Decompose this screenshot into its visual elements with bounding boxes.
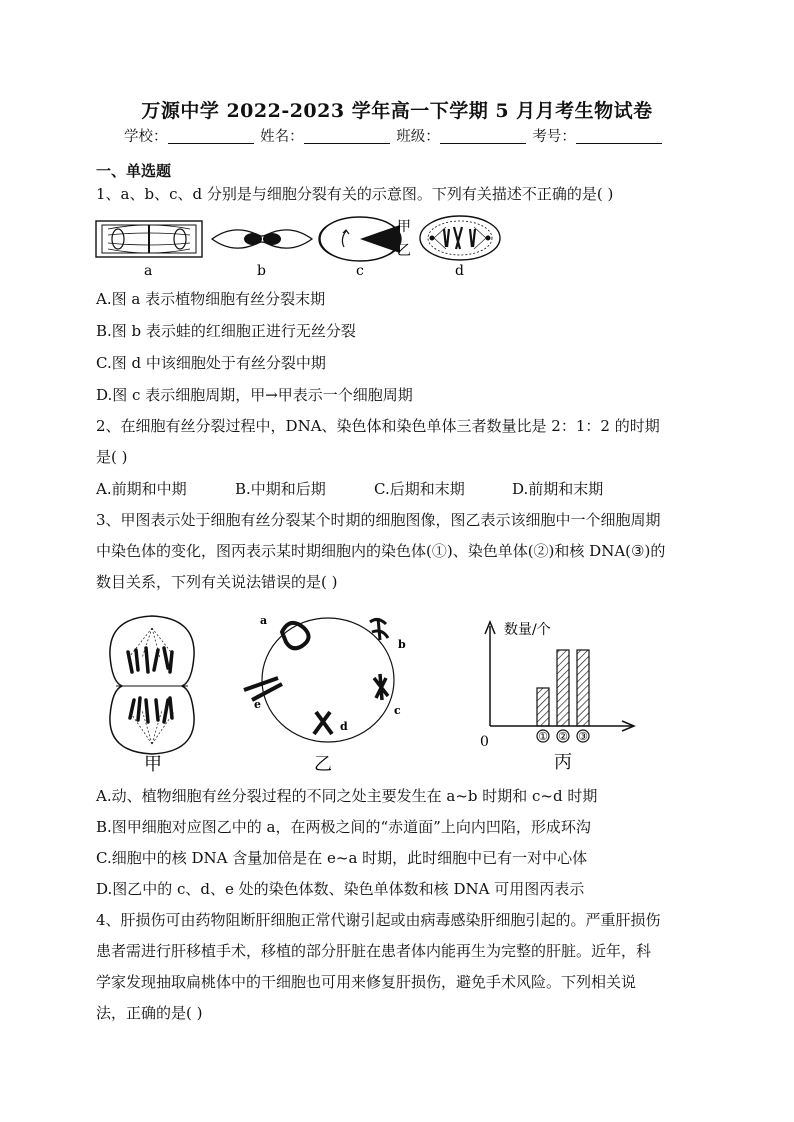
number-blank[interactable] xyxy=(576,129,662,144)
chromosome-c-icon xyxy=(374,674,388,700)
tick-label-1: ① xyxy=(538,730,548,743)
class-label: 班级： xyxy=(396,129,440,145)
figure-d-icon xyxy=(420,216,500,260)
cell-outline-icon xyxy=(110,616,194,754)
q3-option-a[interactable]: A.动、植物细胞有丝分裂过程的不同之处主要发生在 a~b 时期和 c~d 时期 xyxy=(96,787,598,805)
q4-stem-line1: 4、肝损伤可由药物阻断肝细胞正常代谢引起或由病毒感染肝细胞引起的。严重肝损伤 xyxy=(96,911,661,929)
q3-figure-jia xyxy=(102,612,202,772)
bar-3 xyxy=(577,650,589,726)
name-blank[interactable] xyxy=(304,129,390,144)
q2-stem-line2: 是( ) xyxy=(96,448,128,466)
q2-option-a[interactable]: A.前期和中期 xyxy=(96,480,187,498)
cycle-label-d: d xyxy=(340,720,348,733)
school-blank[interactable] xyxy=(168,129,254,144)
q3-option-c[interactable]: C.细胞中的核 DNA 含量加倍是在 e~a 时期，此时细胞中已有一对中心体 xyxy=(96,849,588,867)
figure-c-label: c xyxy=(356,263,364,279)
q4-stem-line4: 法，正确的是( ) xyxy=(96,1004,203,1022)
q1-option-b[interactable]: B.图 b 表示蛙的红细胞正进行无丝分裂 xyxy=(96,322,356,340)
q3-stem-line2: 中染色体的变化，图丙表示某时期细胞内的染色体(①)、染色单体(②)和核 DNA(③)的 xyxy=(96,542,666,560)
q3-option-b[interactable]: B.图甲细胞对应图乙中的 a，在两极之间的“赤道面”上向内凹陷，形成环沟 xyxy=(96,818,591,836)
name-label: 姓名： xyxy=(260,129,304,145)
figure-d-label: d xyxy=(455,263,464,279)
q2-option-c[interactable]: C.后期和末期 xyxy=(374,480,465,498)
q3-figure-yi xyxy=(238,608,418,774)
figure-c-icon xyxy=(319,217,401,261)
cycle-label-c: c xyxy=(394,704,401,717)
figure-yi-caption: 乙 xyxy=(314,754,332,774)
bar-2 xyxy=(557,650,569,726)
q3-stem-line3: 数目关系，下列有关说法错误的是( ) xyxy=(96,573,338,591)
chromosome-b-icon xyxy=(370,618,388,640)
figure-jia-caption: 甲 xyxy=(144,754,162,772)
number-label: 考号： xyxy=(532,129,576,145)
figure-bing-caption: 丙 xyxy=(554,752,572,772)
q3-option-d[interactable]: D.图乙中的 c、d、e 处的染色体数、染色单体数和核 DNA 可用图丙表示 xyxy=(96,880,585,898)
q1-option-c[interactable]: C.图 d 中该细胞处于有丝分裂中期 xyxy=(96,354,326,372)
q3-stem-line1: 3、甲图表示处于细胞有丝分裂某个时期的细胞图像，图乙表示该细胞中一个细胞周期 xyxy=(96,511,661,529)
school-label: 学校： xyxy=(124,129,168,145)
q1-stem: 1、a、b、c、d 分别是与细胞分裂有关的示意图。下列有关描述不正确的是( ) xyxy=(96,185,614,203)
cycle-label-a: a xyxy=(260,614,268,627)
bar-1 xyxy=(537,688,549,726)
cycle-label-e: e xyxy=(254,698,261,711)
chromosome-d-icon xyxy=(314,712,332,734)
class-blank[interactable] xyxy=(440,129,526,144)
chart-ylabel: 数量/个 xyxy=(504,622,551,638)
figure-b-label: b xyxy=(257,263,266,279)
q2-stem-line1: 2、在细胞有丝分裂过程中，DNA、染色体和染色单体三者数量比是 2：1：2 的时期 xyxy=(96,417,660,435)
figure-b-icon xyxy=(212,230,312,248)
q1-figure xyxy=(94,213,514,279)
tick-label-2: ② xyxy=(558,730,568,743)
q2-option-b[interactable]: B.中期和后期 xyxy=(235,480,326,498)
q4-stem-line2: 患者需进行肝移植手术，移植的部分肝脏在患者体内能再生为完整的肝脏。近年，科 xyxy=(96,942,652,960)
q2-option-d[interactable]: D.前期和末期 xyxy=(512,480,604,498)
figure-a-icon xyxy=(96,221,202,257)
figure-c-jia-label: 甲 xyxy=(397,219,411,235)
q3-figure-bing-chart xyxy=(470,612,650,772)
student-info-line xyxy=(124,125,664,146)
cycle-label-b: b xyxy=(398,638,406,651)
q4-stem-line3: 学家发现抽取扁桃体中的干细胞也可用来修复肝损伤，避免手术风险。下列相关说 xyxy=(96,973,637,991)
exam-title: 万源中学 2022-2023 学年高一下学期 5 月月考生物试卷 xyxy=(141,100,653,122)
q1-option-d[interactable]: D.图 c 表示细胞周期，甲→甲表示一个细胞周期 xyxy=(96,386,413,404)
section-heading: 一、单选题 xyxy=(96,162,172,180)
figure-a-label: a xyxy=(144,263,153,279)
tick-label-3: ③ xyxy=(578,730,588,743)
figure-c-yi-label: 乙 xyxy=(397,243,411,259)
chart-origin-label: 0 xyxy=(480,734,489,750)
q1-option-a[interactable]: A.图 a 表示植物细胞有丝分裂末期 xyxy=(96,290,326,308)
chromosome-icon xyxy=(128,648,172,672)
